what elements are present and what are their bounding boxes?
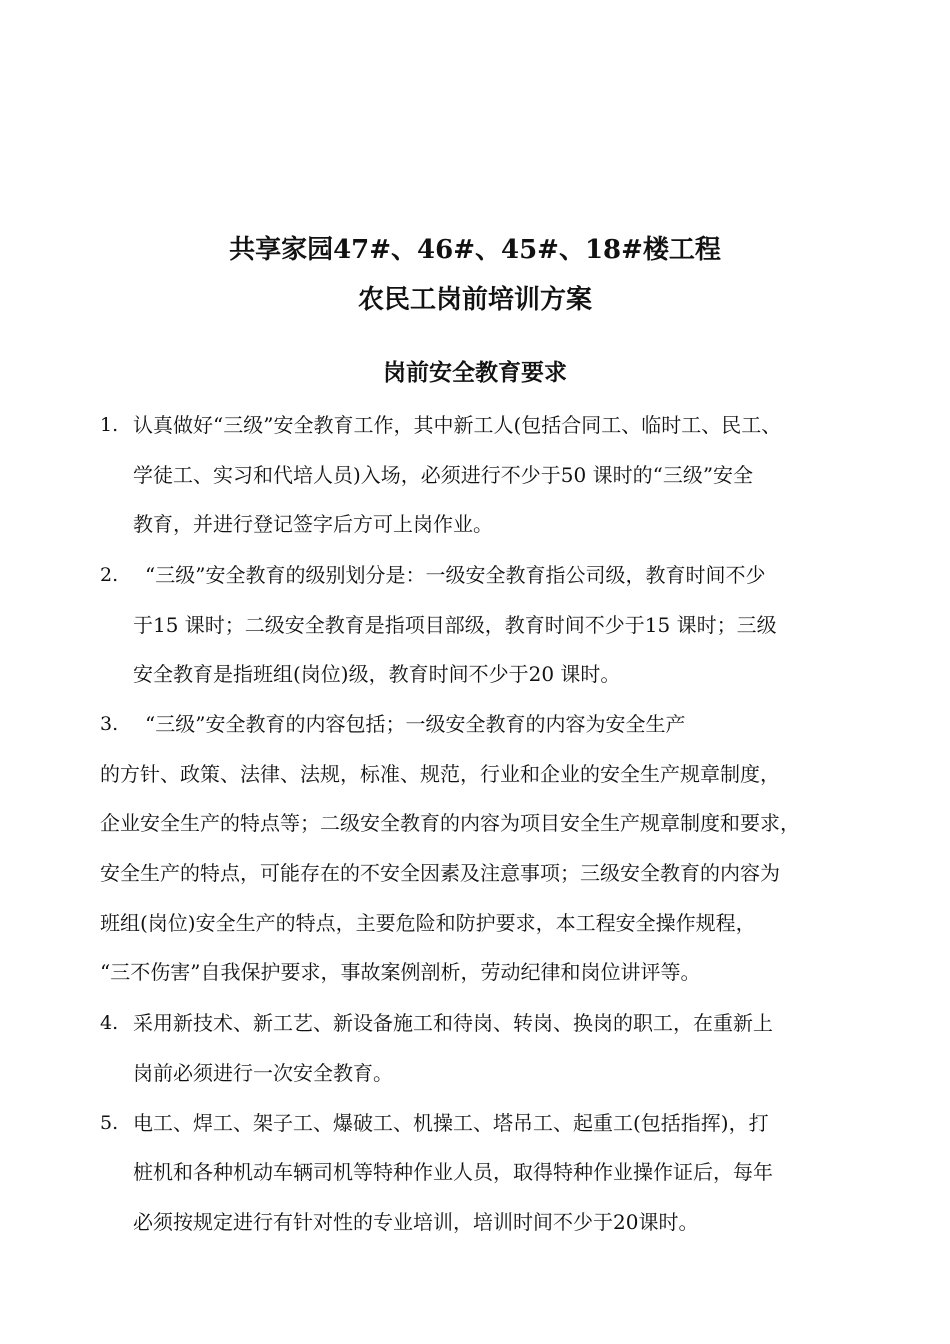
list-item-number: 4. bbox=[100, 1012, 119, 1034]
list-item-number: 3. bbox=[100, 713, 119, 735]
list-item-line: 岗前必须进行一次安全教育。 bbox=[133, 1061, 393, 1085]
list-item-line: 采用新技术、新工艺、新设备施工和待岗、转岗、换岗的职工，在重新上 bbox=[133, 1011, 773, 1035]
list-item-number: 1. bbox=[100, 414, 119, 436]
list-item-line: 的方针、政策、法律、法规，标准、规范，行业和企业的安全生产规章制度， bbox=[100, 762, 780, 786]
list-item-line: 教育，并进行登记签字后方可上岗作业。 bbox=[133, 512, 493, 536]
list-item-line: 学徒工、实习和代培人员)入场，必须进行不少于50 课时的“三级”安全 bbox=[133, 463, 754, 487]
list-item-line: 电工、焊工、架子工、爆破工、机操工、塔吊工、起重工(包括指挥)，打 bbox=[133, 1111, 769, 1135]
list-item-number: 2. bbox=[100, 564, 119, 586]
list-item-line: “三不伤害”自我保护要求，事故案例剖析，劳动纪律和岗位讲评等。 bbox=[100, 960, 701, 984]
document-title-line-2: 农民工岗前培训方案 bbox=[357, 285, 592, 315]
document-title-line-1: 共享家园47#、46#、45#、18#楼工程 bbox=[229, 235, 721, 265]
list-item-line: “三级”安全教育的内容包括；一级安全教育的内容为安全生产 bbox=[145, 712, 686, 736]
list-item-line: 安全教育是指班组(岗位)级，教育时间不少于20 课时。 bbox=[133, 662, 621, 686]
list-item-line: “三级”安全教育的级别划分是：一级安全教育指公司级，教育时间不少 bbox=[145, 563, 766, 587]
list-item-line: 桩机和各种机动车辆司机等特种作业人员，取得特种作业操作证后，每年 bbox=[133, 1160, 773, 1184]
list-item-line: 安全生产的特点，可能存在的不安全因素及注意事项；三级安全教育的内容为 bbox=[100, 861, 780, 885]
list-item-line: 认真做好“三级”安全教育工作，其中新工人(包括合同工、临时工、民工、 bbox=[133, 413, 782, 437]
section-heading: 岗前安全教育要求 bbox=[383, 359, 567, 386]
list-item-line: 于15 课时；二级安全教育是指项目部级，教育时间不少于15 课时；三级 bbox=[133, 613, 777, 637]
list-item-line: 班组(岗位)安全生产的特点，主要危险和防护要求，本工程安全操作规程， bbox=[100, 911, 756, 935]
list-item-number: 5. bbox=[100, 1112, 119, 1134]
list-item-line: 企业安全生产的特点等；二级安全教育的内容为项目安全生产规章制度和要求， bbox=[100, 811, 800, 835]
list-item-line: 必须按规定进行有针对性的专业培训，培训时间不少于20课时。 bbox=[133, 1210, 699, 1234]
